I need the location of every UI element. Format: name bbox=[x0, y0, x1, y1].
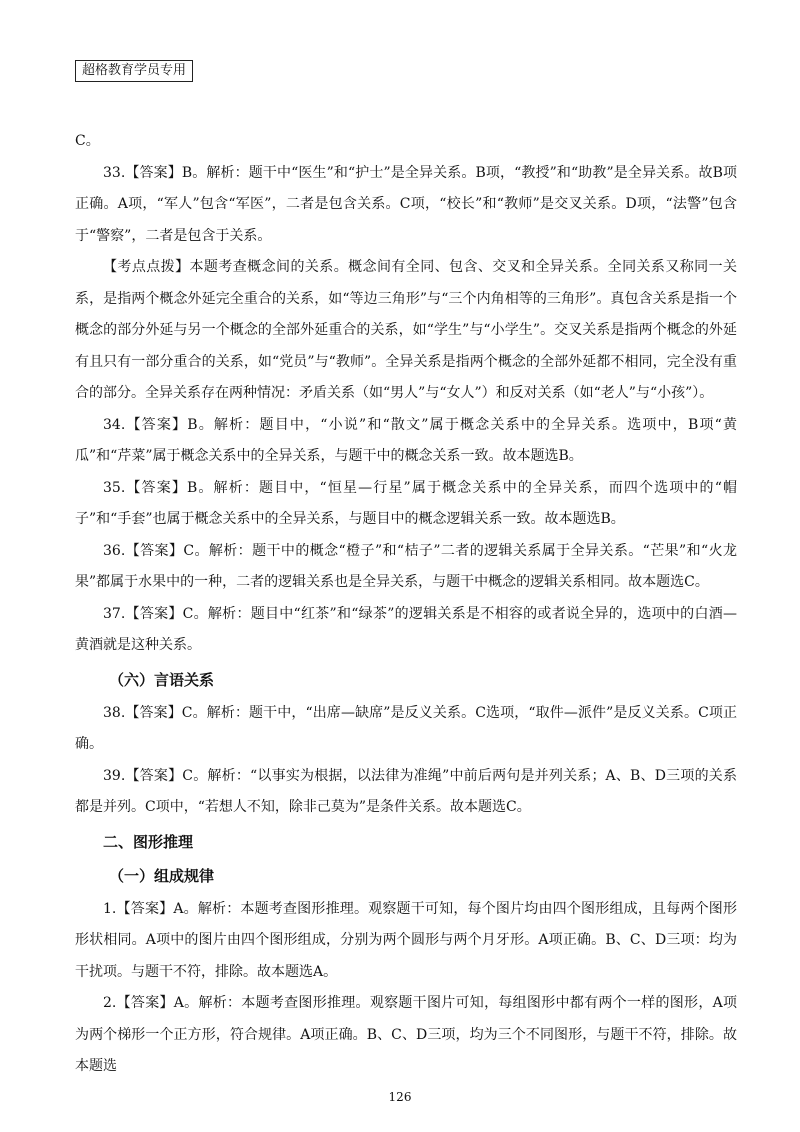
paragraph-continuation: C。 bbox=[75, 133, 100, 149]
page-number: 126 bbox=[388, 1090, 412, 1104]
answer-35: 35.【答案】B。解析：题目中，“恒星—行星”属于概念关系中的全异关系，而四个选项中的“帽子”和“手套”也属于概念关系中的全异关系，与题目中的概念逻辑关系一致。故本题选B。 bbox=[75, 479, 737, 527]
answer-37: 37.【答案】C。解析：题目中“红茶”和“绿茶”的逻辑关系是不相容的或者说全异的，选项中的白酒—黄酒就是这种关系。 bbox=[75, 605, 737, 653]
document-body bbox=[75, 126, 737, 1083]
answer-1: 1.【答案】A。解析：本题考查图形推理。观察题干可知，每个图片均由四个图形组成，且每两个图形形状相同。A项中的图片由四个图形组成，分别为两个圆形与两个月牙形。A项正确。B、C、D三项：均为干扰项。与题干不符，排除。故本题选A。 bbox=[75, 900, 737, 980]
key-point-tip: 【考点点拨】本题考查概念间的关系。概念间有全同、包含、交叉和全异关系。全同关系又称同一关系，是指两个概念外延完全重合的关系，如“等边三角形”与“三个内角相等的三角形”。真包含关系是指一个概念的部分外延与另一个概念的全部外延重合的关系，如“学生”与“小学生”。交叉关系是指两个概念的外延有且只有一部分重合的关系，如“党员”与“教师”。全异关系是指两个概念的全部外延都不相同，完全没有重合的部分。全异关系存在两种情况：矛盾关系（如“男人”与“女人”）和反对关系（如“老人”与“小孩”）。 bbox=[75, 259, 737, 401]
header-label: 超格教育学员专用 bbox=[75, 60, 193, 82]
answer-38: 38.【答案】C。解析：题干中，“出席—缺席”是反义关系。C选项，“取件—派件”是反义关系。C项正确。 bbox=[75, 704, 737, 752]
answer-39: 39.【答案】C。解析：“以事实为根据，以法律为准绳”中前后两句是并列关系；A、B、D三项的关系都是并列。C项中，“若想人不知，除非己莫为”是条件关系。故本题选C。 bbox=[75, 767, 737, 815]
section-heading-verbal-relations: （六）言语关系 bbox=[109, 670, 215, 689]
answer-36: 36.【答案】C。解析：题干中的概念“橙子”和“桔子”二者的逻辑关系属于全异关系。“芒果”和“火龙果”都属于水果中的一种，二者的逻辑关系也是全异关系，与题干中概念的逻辑关系相同。故本题选C。 bbox=[75, 542, 737, 590]
answer-2: 2.【答案】A。解析：本题考查图形推理。观察题干图片可知，每组图形中都有两个一样的图形，A项为两个梯形一个正方形，符合规律。A项正确。B、C、D三项，均为三个不同图形，与题干不符，排除。故本题选 bbox=[75, 995, 737, 1074]
answer-34: 34.【答案】B。解析：题目中，“小说”和“散文”属于概念关系中的全异关系。选项中，B项“黄瓜”和“芹菜”属于概念关系中的全异关系，与题干中的概念关系一致。故本题选B。 bbox=[75, 416, 737, 464]
answer-33: 33.【答案】B。解析：题干中“医生”和“护士”是全异关系。B项，“教授”和“助教”是全异关系。故B项正确。A项，“军人”包含“军医”，二者是包含关系。C项，“校长”和“教师”是交叉关系。D项，“法警”包含于“警察”，二者是包含于关系。 bbox=[75, 164, 737, 244]
section-heading-figure-reasoning: 二、图形推理 bbox=[103, 832, 194, 851]
section-heading-composition-rules: （一）组成规律 bbox=[109, 866, 215, 885]
